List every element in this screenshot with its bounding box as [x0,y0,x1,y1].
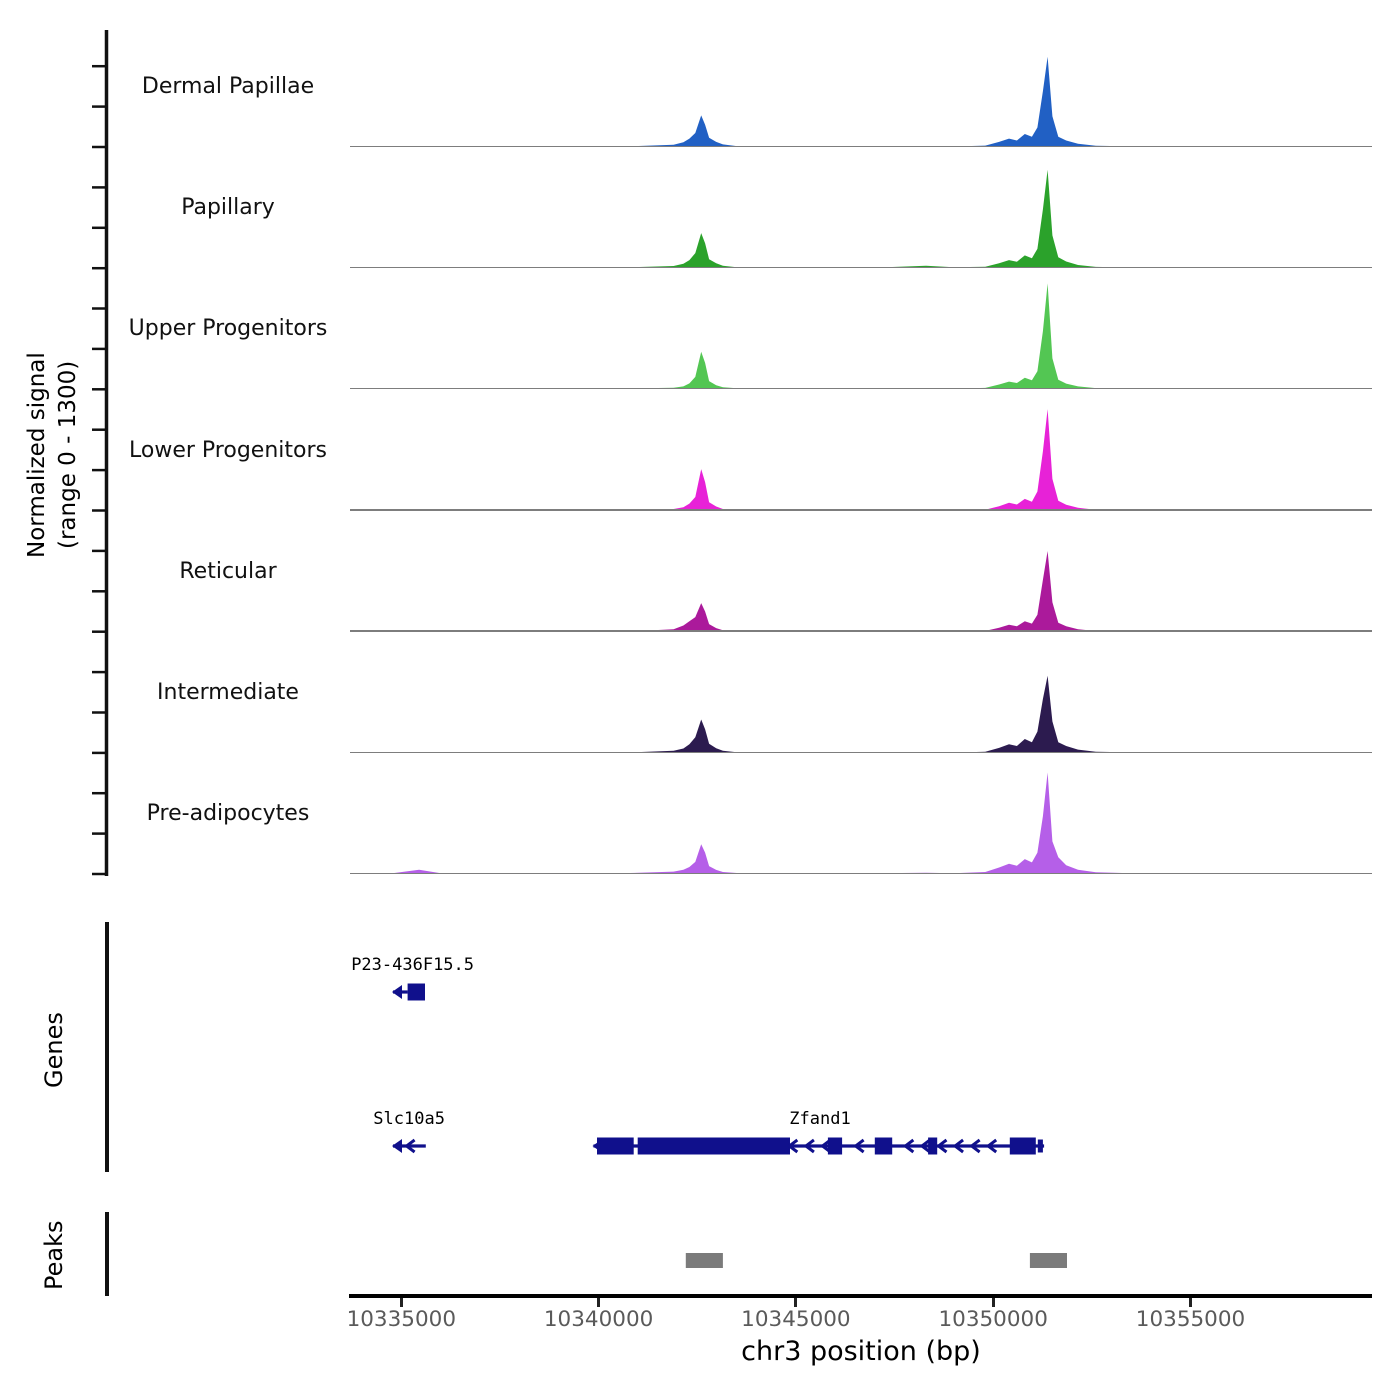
signal-track-lane [0,753,1400,874]
gene-label: Zfand1 [789,1109,851,1129]
track-signal-area [350,268,1372,389]
track-label: Lower Progenitors [129,437,327,463]
x-axis-tick-label: 10355000 [1135,1307,1246,1332]
gene-label: Slc10a5 [373,1109,445,1129]
signal-polygon [350,409,1372,511]
x-axis-tick [1189,1298,1192,1307]
track-signal-area [350,511,1372,632]
genes-section-label: Genes [40,1012,68,1088]
x-axis-line [349,1294,1372,1298]
track-label: Pre-adipocytes [146,801,310,827]
signal-track-lane [0,390,1400,511]
x-axis-tick [794,1298,797,1307]
track-signal-area [350,147,1372,268]
track-signal-area [350,632,1372,753]
gene-label: P23-436F15.5 [351,955,475,975]
signal-polygon [350,57,1372,147]
signal-polygon [350,284,1372,390]
signal-track-lane [0,268,1400,389]
track-label: Reticular [179,558,277,584]
track-baseline [350,873,1372,874]
peak-region [1030,1253,1067,1268]
signal-track-lane [0,26,1400,147]
track-label: Upper Progenitors [128,316,328,342]
gene-model [373,1109,445,1153]
signal-track-lane [0,632,1400,753]
track-label: Papillary [181,195,275,221]
x-axis-tick-label: 10335000 [346,1307,457,1332]
x-axis-title: chr3 position (bp) [741,1336,981,1367]
track-signal-area [350,26,1372,147]
gene-model [351,955,474,1001]
x-axis-tick [597,1298,600,1307]
x-axis-tick [400,1298,403,1307]
x-axis-tick-label: 10340000 [543,1307,654,1332]
signal-track-lane [0,147,1400,268]
signal-track-lane [0,511,1400,632]
gene-model [592,1109,1044,1155]
signal-y-axis-title-line1: Normalized signal [24,352,50,558]
peaks-axis-line [105,1212,109,1296]
signal-polygon [350,773,1372,875]
genes-axis-line [105,922,109,1172]
track-signal-area [350,390,1372,511]
track-label: Intermediate [157,679,299,705]
x-axis-tick [992,1298,995,1307]
signal-y-axis-title-line2: (range 0 - 1300) [55,360,81,550]
peaks-section-label: Peaks [40,1220,68,1290]
track-label: Dermal Papillae [141,74,315,99]
signal-polygon [350,551,1372,632]
x-axis-tick-label: 10345000 [741,1307,851,1332]
x-axis-tick-label: 10350000 [938,1307,1048,1332]
track-signal-area [350,753,1372,874]
signal-polygon [350,676,1372,753]
peak-region [686,1253,723,1268]
signal-polygon [350,170,1372,268]
gene-annotations [350,900,1380,1330]
